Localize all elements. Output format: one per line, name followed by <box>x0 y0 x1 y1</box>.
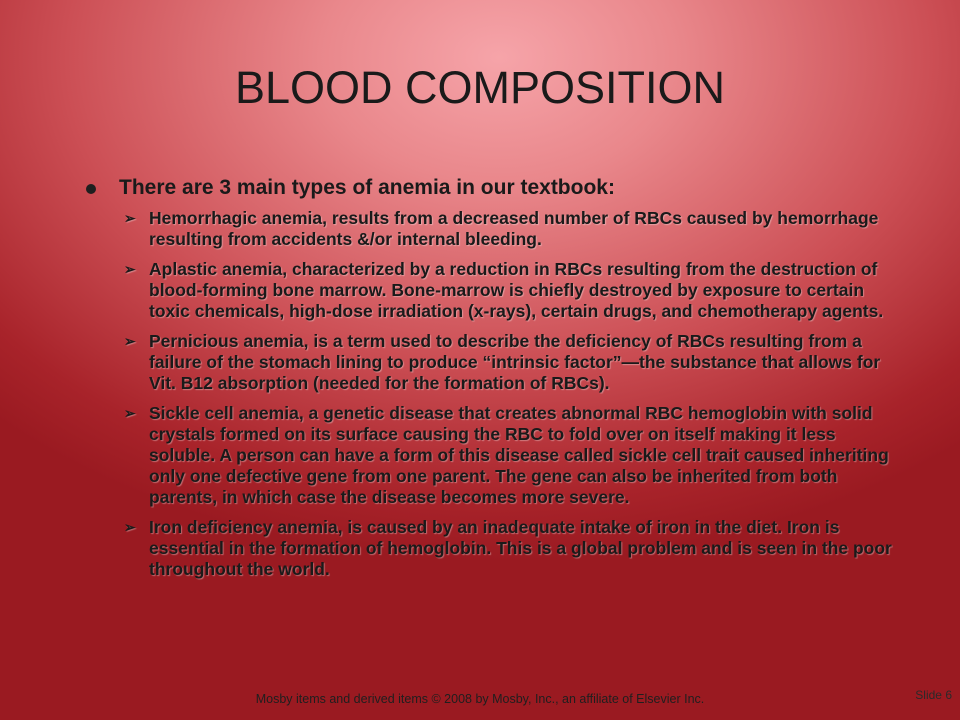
sub-bullet-lead: Sickle cell anemia <box>149 403 299 423</box>
arrow-bullet-icon: ➢ <box>124 333 136 349</box>
sub-bullet-item <box>86 517 896 580</box>
sub-bullet-item <box>86 259 896 322</box>
sub-bullet-text: Aplastic anemia, characterized by a reduction in RBCs resulting from the destruction of blood-forming bone marrow. Bone-marrow is chiefly destroyed by exposure to certain toxic chemicals, high-dose irradiation (x-rays), certain drugs, and chemotherapy agents. <box>149 259 884 321</box>
sub-bullet-item <box>86 208 896 250</box>
sub-bullet-item <box>86 403 896 508</box>
circle-bullet-icon <box>86 184 96 194</box>
arrow-bullet-icon: ➢ <box>124 261 136 277</box>
slide-content <box>86 176 896 589</box>
sub-bullet-text: , is caused by an inadequate intake of iron in the diet. Iron is essential in the formation of hemoglobin. This is a global problem and is seen in the poor throughout the world. <box>149 517 892 579</box>
slide-number: Slide 6 <box>915 688 952 702</box>
main-bullet-text: There are 3 main types of anemia in our textbook: <box>119 176 615 199</box>
main-bullet-item <box>86 176 896 200</box>
sub-bullet-text: Pernicious anemia, is a term used to describe the deficiency of RBCs resulting from a failure of the stomach lining to produce “intrinsic factor”—the substance that allows for Vit. B12 absorption (needed for the formation of RBCs). <box>149 331 881 393</box>
sub-bullet-text: Hemorrhagic anemia, results from a decreased number of RBCs caused by hemorrhage resulting from accidents &/or internal bleeding. <box>149 208 879 249</box>
copyright-footer: Mosby items and derived items © 2008 by Mosby, Inc., an affiliate of Elsevier Inc. <box>255 692 705 706</box>
sub-bullet-lead: Iron deficiency anemia <box>149 517 338 537</box>
slide-title: BLOOD COMPOSITION <box>234 62 726 113</box>
sub-bullet-text: , a genetic disease that creates abnormal RBC hemoglobin with solid crystals formed on its surface causing the RBC to fold over on itself making it less soluble. A person can have a form of this disease called sickle cell trait caused inheriting only one defective gene from one parent. The gene can also be inherited from both parents, in which case the disease becomes more severe. <box>149 403 889 507</box>
arrow-bullet-icon: ➢ <box>124 405 136 421</box>
sub-bullet-item <box>86 331 896 394</box>
arrow-bullet-icon: ➢ <box>124 519 136 535</box>
arrow-bullet-icon: ➢ <box>124 210 136 226</box>
